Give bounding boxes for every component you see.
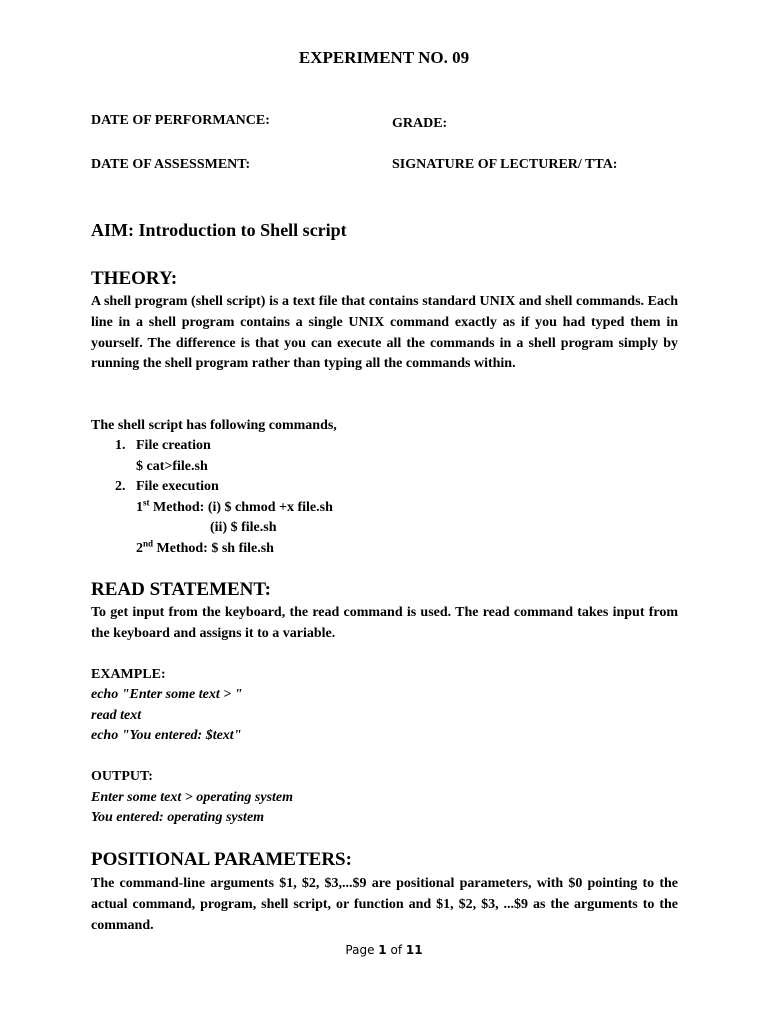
list-item-file-creation: File creation: [136, 438, 211, 453]
aim-heading: AIM: Introduction to Shell script: [91, 220, 347, 240]
theory-heading: THEORY:: [91, 268, 178, 289]
positional-parameters-heading: POSITIONAL PARAMETERS:: [91, 849, 352, 870]
file-creation-command: $ cat>file.sh: [136, 459, 208, 474]
read-statement-heading: READ STATEMENT:: [91, 579, 271, 600]
signature-label: SIGNATURE OF LECTURER/ TTA:: [392, 157, 618, 172]
output-line: You entered: operating system: [91, 810, 265, 825]
example-code-line: echo "Enter some text > ": [91, 687, 243, 702]
list-item-file-execution: File execution: [136, 479, 219, 494]
theory-paragraph: A shell program (shell script) is a text file that contains standard UNIX and shell commands. Each line in a shell program contains a single UNIX command exactly as if you had typed them in yourself. The difference is that you can execute all the commands in a shell program simply by running the shell program rather than typing all the commands within.: [91, 294, 678, 372]
example-code-line: echo "You entered: $text": [91, 728, 242, 743]
total-pages: 11: [405, 943, 423, 957]
positional-parameters-paragraph: The command-line arguments $1, $2, $3,...$9 are positional parameters, with $0 pointing to the actual command, program, shell script, or function and $1, $2, $3, ...$9 as the arguments to the command.: [91, 876, 678, 933]
list-item-number: 1.: [115, 438, 126, 453]
page-footer: Page 1 of 11: [345, 943, 423, 957]
method-1-line: 1st Method: (i) $ chmod +x file.sh: [136, 497, 333, 515]
example-label: EXAMPLE:: [91, 667, 166, 682]
output-label: OUTPUT:: [91, 769, 153, 784]
output-line: Enter some text > operating system: [91, 790, 294, 805]
date-of-assessment-label: DATE OF ASSESSMENT:: [91, 157, 251, 172]
read-statement-paragraph: To get input from the keyboard, the read command is used. The read command takes input from the keyboard and assigns it to a variable.: [91, 605, 678, 641]
experiment-title: EXPERIMENT NO. 09: [298, 48, 470, 67]
commands-intro: The shell script has following commands,: [91, 418, 337, 433]
method-1-alternative: (ii) $ file.sh: [210, 520, 277, 535]
list-item-number: 2.: [115, 479, 126, 494]
page-number: 1: [378, 943, 387, 957]
example-code-line: read text: [91, 708, 142, 723]
date-of-performance-label: DATE OF PERFORMANCE:: [91, 113, 270, 128]
method-2-line: 2nd Method: $ sh file.sh: [136, 538, 274, 556]
grade-label: GRADE:: [392, 116, 448, 131]
